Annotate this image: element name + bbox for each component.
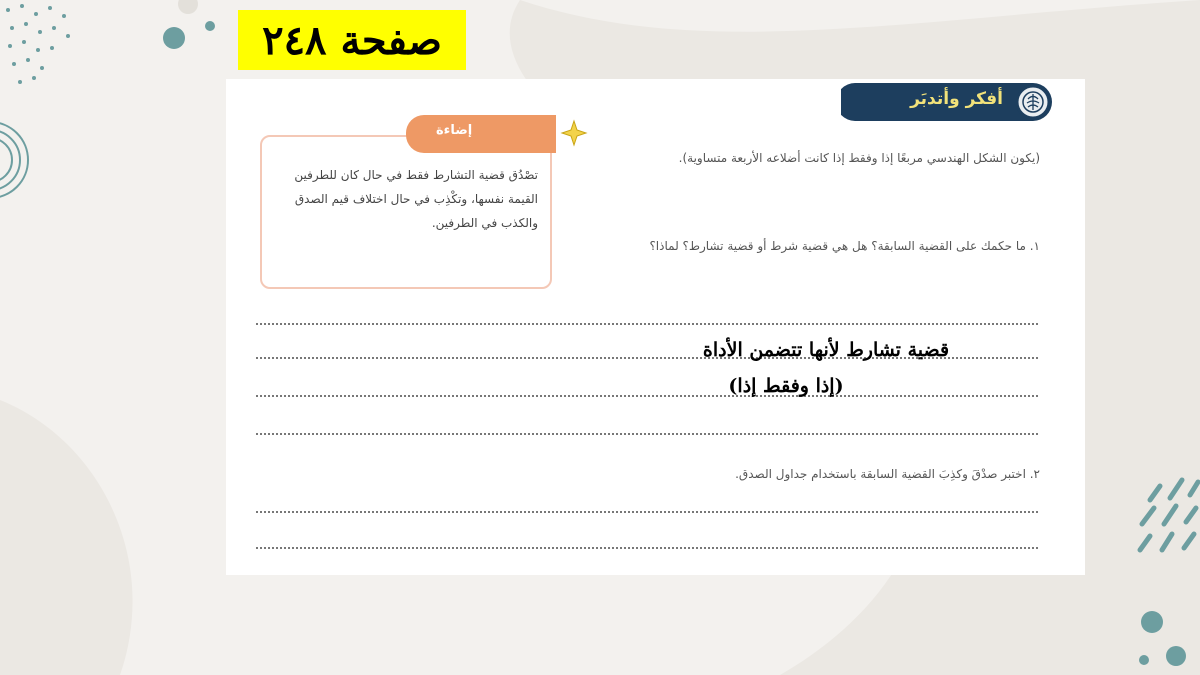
answer-line [256,547,1038,549]
textbook-page [226,79,1085,575]
callout-text: تصْدُق قضية التشارط فقط في حال كان للطرفين القيمة نفسها، وتكْذِب في حال اختلاف قيم الصدق والكذب في الطرفين. [294,168,538,230]
intro-text: (يكون الشكل الهندسي مربعًا إذا وفقط إذا كانت أضلاعه الأربعة متساوية). [678,151,1040,165]
answer-line [256,433,1038,435]
callout-tab [406,115,556,153]
brain-icon [1021,90,1045,114]
answer-line [256,511,1038,513]
page-number-label: صفحة ٢٤٨ [238,10,466,70]
question-1: ١. ما حكمك على القضية السابقة؟ هل هي قضية شرط أو قضية تشارط؟ لماذا؟ [649,239,1040,253]
answer-line [256,323,1038,325]
answer-line-2: (إذا وفقط إذا) [728,375,844,397]
callout-label: إضاءة [436,123,473,138]
sparkle-icon [560,119,588,147]
answer-line-1: قضية تشارط لأنها تتضمن الأداة [702,339,950,361]
section-header [841,83,1053,121]
section-title: أفكر وأتدبَر [910,89,1003,109]
question-2: ٢. اختبر صدْقَ وكذِبَ القضية السابقة باستخدام جداول الصدق. [735,467,1040,481]
